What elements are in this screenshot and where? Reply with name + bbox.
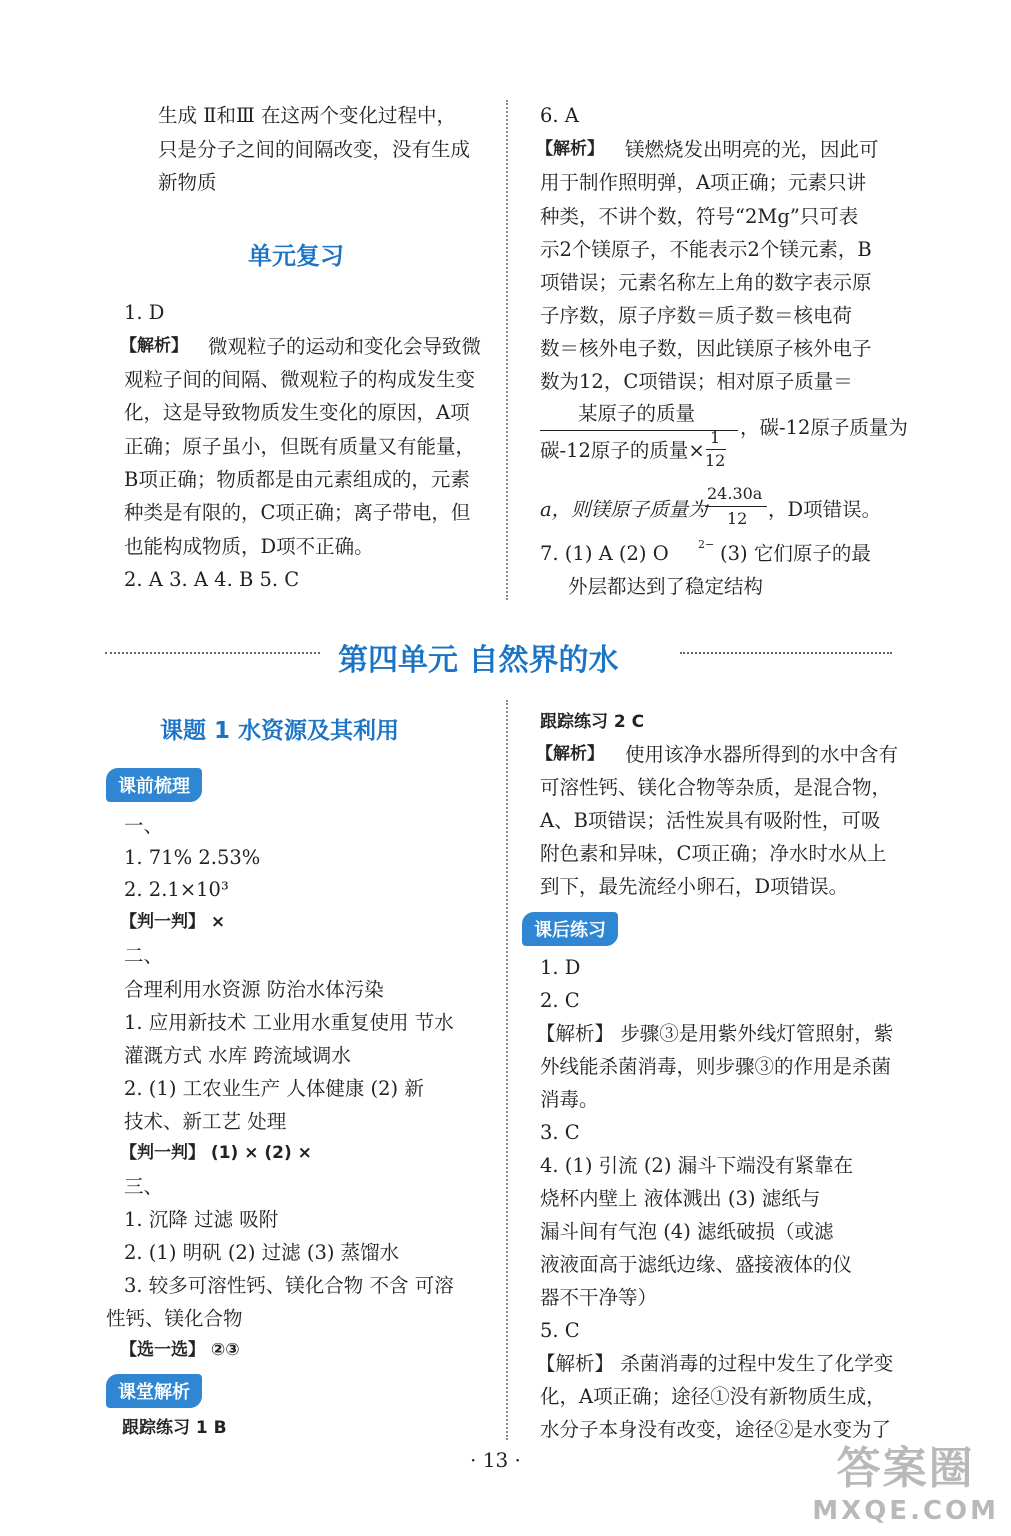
fraction-1-sub-numerator: 1	[710, 428, 721, 447]
answer-6-line: 数为12，C项错误；相对原子质量＝	[540, 370, 853, 393]
pre-class-line: 2. (1) 工农业生产 人体健康 (2) 新	[124, 1077, 424, 1100]
pre-class-line: 【判一判】 (1) × (2) ×	[120, 1143, 312, 1163]
fraction-1-numerator: 某原子的质量	[578, 402, 696, 425]
pre-class-line: 合理利用水资源 防治水体污染	[124, 978, 384, 1001]
pre-class-line: 三、	[124, 1175, 164, 1198]
fraction-1-after: ，碳-12原子质量为	[740, 416, 908, 439]
post-class-line: 4. (1) 引流 (2) 漏斗下端没有紧靠在	[540, 1154, 854, 1177]
track-exercise-1: 跟踪练习 1 B	[122, 1418, 227, 1438]
badge-pre-class: 课前梳理	[106, 768, 202, 802]
watermark-logo	[812, 1432, 999, 1526]
pre-class-line: 2. 2.1×10³	[124, 878, 229, 901]
pre-class-line: 【选一选】 ②③	[120, 1340, 240, 1360]
post-class-line: 化，A项正确；途径①没有新物质生成，	[540, 1385, 886, 1408]
track-2-line: A、B项错误；活性炭具有吸附性，可吸	[540, 809, 881, 832]
pre-class-line: 1. 71% 2.53%	[124, 846, 261, 869]
fraction-1-sub-denominator: 12	[705, 451, 726, 470]
post-class-line: 外线能杀菌消毒，则步骤③的作用是杀菌	[540, 1055, 892, 1078]
answer-6-line: 数＝核外电子数，因此镁原子核外电子	[540, 337, 872, 360]
pre-class-line: 性钙、镁化合物	[106, 1307, 243, 1330]
badge-in-class: 课堂解析	[106, 1374, 202, 1408]
column-divider-top	[506, 100, 508, 600]
dotted-rule-right	[680, 652, 892, 654]
watermark-text: 答案圈	[836, 1443, 975, 1494]
post-class-line: 5. C	[540, 1319, 580, 1342]
review-analysis-line: 也能构成物质，D项不正确。	[124, 535, 374, 558]
post-class-line: 烧杯内壁上 液体溅出 (3) 滤纸与	[540, 1187, 821, 1210]
fraction-2-numerator: 24.30a	[707, 484, 763, 503]
answer-7-superscript: 2−	[698, 538, 715, 551]
answer-6-line: 示2个镁原子，不能表示2个镁元素，B	[540, 238, 872, 261]
answer-6-analysis-tag: 【解析】	[536, 139, 604, 159]
track-2-line: 附色素和异味，C项正确；净水时水从上	[540, 842, 887, 865]
left-top-line-1: 生成 Ⅱ和Ⅲ 在这两个变化过程中，	[158, 104, 456, 127]
post-class-line: 水分子本身没有改变，途径②是水变为了	[540, 1418, 892, 1441]
review-analysis-line: 种类是有限的，C项正确；离子带电，但	[124, 501, 471, 524]
post-class-line: 1. D	[540, 956, 581, 979]
pre-class-line: 1. 沉降 过滤 吸附	[124, 1208, 279, 1231]
answer-7-post: (3) 它们原子的最	[720, 542, 871, 565]
chapter-title: 第四单元 自然界的水	[338, 643, 619, 678]
track-2-line: 使用该净水器所得到的水中含有	[625, 743, 899, 766]
pre-class-line: 3. 较多可溶性钙、镁化合物 不含 可溶	[124, 1274, 454, 1297]
review-analysis-line: B项正确；物质都是由元素组成的，元素	[124, 468, 470, 491]
mass-line-pre: a，则镁原子质量为	[540, 498, 708, 521]
answer-7-line-2: 外层都达到了稳定结构	[568, 575, 764, 598]
fraction-1-sub-bar	[706, 449, 726, 450]
lesson-title: 课题 1 水资源及其利用	[160, 718, 400, 744]
fraction-1-bar	[540, 430, 738, 431]
track-2-line: 可溶性钙、镁化合物等杂质，是混合物，	[540, 776, 892, 799]
left-top-line-2: 只是分子之间的间隔改变，没有生成	[158, 138, 471, 161]
post-class-line: 器不干净等）	[540, 1286, 658, 1309]
answer-6-line: 镁燃烧发出明亮的光，因此可	[625, 138, 879, 161]
answer-6-line: 项错误；元素名称左上角的数字表示原	[540, 271, 872, 294]
answer-6-line: 用于制作照明弹，A项正确；元素只讲	[540, 171, 867, 194]
review-answer-1: 1. D	[124, 301, 165, 324]
fraction-2-denominator: 12	[727, 509, 748, 528]
track-2-analysis-tag: 【解析】	[536, 744, 604, 764]
pre-class-line: 1. 应用新技术 工业用水重复使用 节水	[124, 1011, 454, 1034]
badge-after-class: 课后练习	[522, 912, 618, 946]
track-2-line: 到下，最先流经小卵石，D项错误。	[540, 875, 849, 898]
answer-6: 6. A	[540, 104, 579, 127]
track-exercise-2: 跟踪练习 2 C	[540, 712, 645, 732]
pre-class-line: 【判一判】 ×	[120, 912, 226, 932]
review-analysis-line: 微观粒子的运动和变化会导致微	[208, 335, 482, 358]
fraction-1-denominator: 碳-12原子的质量×	[540, 439, 705, 462]
pre-class-line: 技术、新工艺 处理	[124, 1110, 287, 1133]
review-analysis-tag: 【解析】	[120, 336, 188, 356]
post-class-line: 【解析】 杀菌消毒的过程中发生了化学变	[536, 1352, 894, 1375]
review-answers-2-5: 2. A 3. A 4. B 5. C	[124, 568, 300, 591]
pre-class-line: 一、	[124, 814, 164, 837]
left-top-line-3: 新物质	[158, 171, 217, 194]
review-analysis-line: 正确；原子虽小，但既有质量又有能量，	[124, 435, 476, 458]
page-number: · 13 ·	[470, 1448, 521, 1472]
review-analysis-line: 化，这是导致物质发生变化的原因，A项	[124, 401, 470, 424]
answer-6-line: 种类，不讲个数，符号“2Mg”只可表	[540, 205, 859, 228]
review-analysis-line: 观粒子间的间隔、微观粒子的构成发生变	[124, 368, 476, 391]
watermark-url: MXQE.COM	[812, 1496, 999, 1526]
pre-class-line: 二、	[124, 944, 164, 967]
post-class-line: 2. C	[540, 989, 580, 1012]
post-class-line: 消毒。	[540, 1088, 599, 1111]
mass-line-post: ，D项错误。	[768, 498, 882, 521]
unit-review-title: 单元复习	[248, 242, 344, 270]
column-divider-bottom	[506, 700, 508, 1440]
pre-class-line: 2. (1) 明矾 (2) 过滤 (3) 蒸馏水	[124, 1241, 400, 1264]
answer-7-pre: 7. (1) A (2) O	[540, 542, 669, 565]
answer-6-line: 子序数，原子序数＝质子数＝核电荷	[540, 304, 853, 327]
dotted-rule-left	[105, 652, 320, 654]
post-class-line: 液液面高于滤纸边缘、盛接液体的仪	[540, 1253, 853, 1276]
post-class-line: 3. C	[540, 1121, 580, 1144]
post-class-line: 【解析】 步骤③是用紫外线灯管照射，紫	[536, 1022, 894, 1045]
pre-class-line: 灌溉方式 水库 跨流域调水	[124, 1044, 351, 1067]
fraction-2-bar	[705, 506, 767, 507]
post-class-line: 漏斗间有气泡 (4) 滤纸破损（或滤	[540, 1220, 834, 1243]
